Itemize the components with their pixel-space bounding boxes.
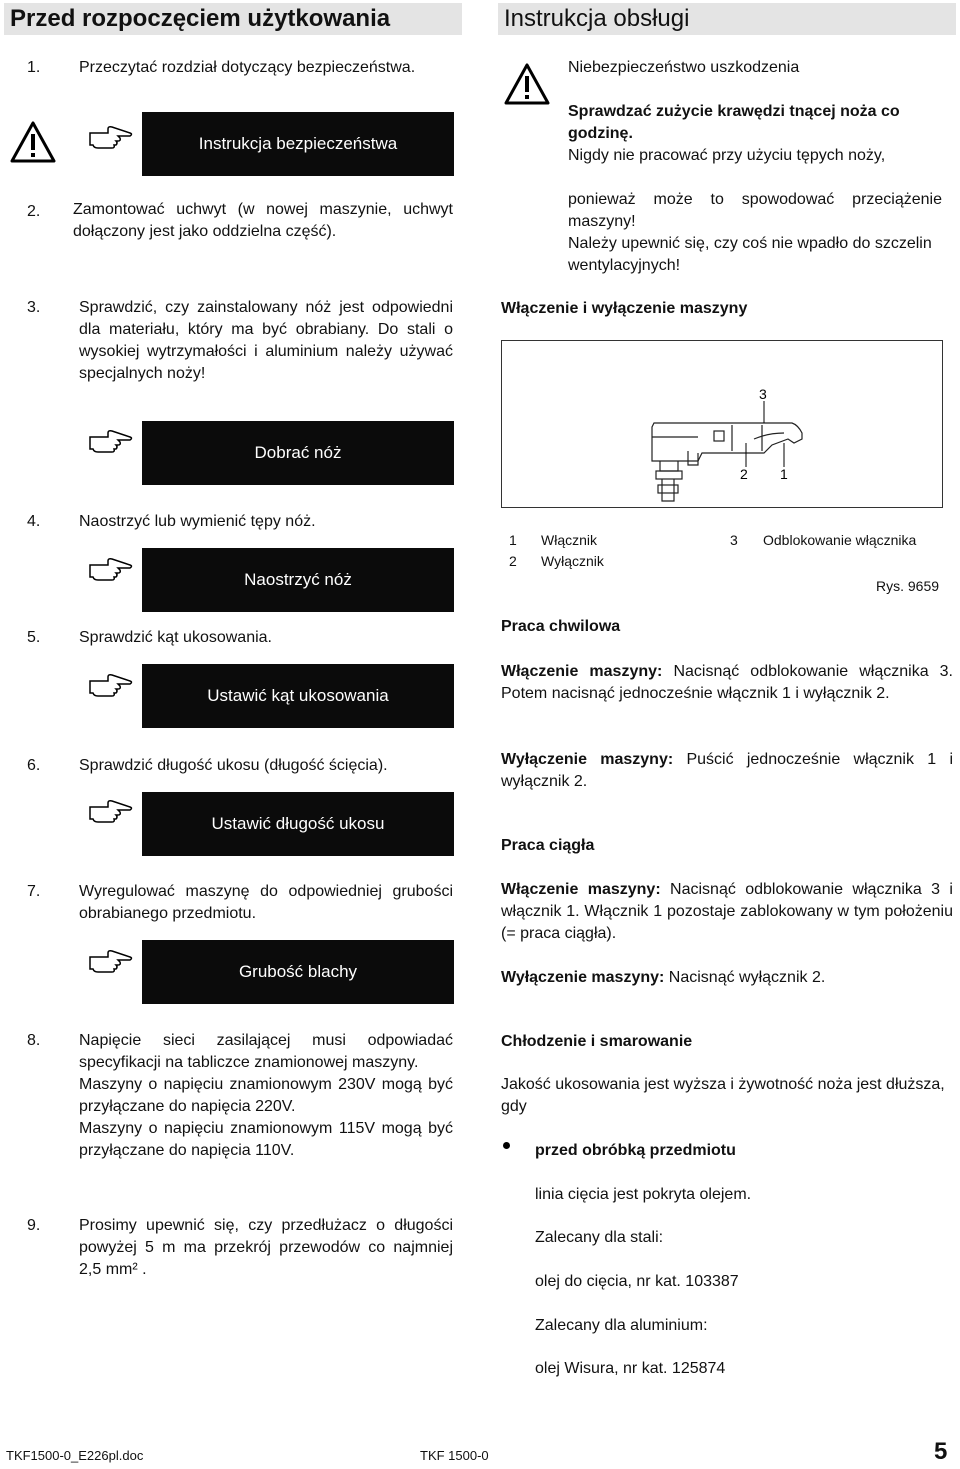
warning-line: Nigdy nie pracować przy użyciu tępych noży,	[568, 147, 886, 164]
figure-caption: Rys. 9659	[876, 578, 940, 594]
reference-box: Instrukcja bezpieczeństwa	[142, 112, 454, 176]
warning-heading: Niebezpieczeństwo uszkodzenia	[568, 59, 800, 76]
step-text: Zamontować uchwyt (w nowej maszynie, uchwyt dołączony jest jako oddzielna część).	[73, 201, 453, 240]
step-number: 1.	[27, 59, 41, 76]
footer-doc-name: TKF1500-0_E226pl.doc	[6, 1448, 144, 1463]
pointing-hand-icon	[88, 556, 134, 582]
continuous-on	[501, 879, 953, 945]
cooling-line: Zalecany dla aluminium:	[535, 1317, 708, 1334]
cooling-line: olej Wisura, nr kat. 125874	[535, 1360, 726, 1377]
cooling-line: olej do cięcia, nr kat. 103387	[535, 1273, 739, 1290]
step-number: 7.	[27, 883, 41, 900]
cooling-intro: Jakość ukosowania jest wyższa i żywotność noża jest dłuższa, gdy	[501, 1076, 945, 1115]
step-text: Napięcie sieci zasilającej musi odpowiadać specyfikacji na tabliczce znamionowej maszyny. Maszyny o napięciu znamionowym 230V mogą być przyłączane do napięcia 220V. Maszyny o napięciu znamionowym 115V mogą być przyłączane do napięcia 110V.	[79, 1032, 453, 1159]
on-text: Nacisnąć odblokowanie włącznika 3. Potem nacisnąć jednocześnie włącznik 1 i wyłącznik 2.	[501, 663, 953, 702]
step-number: 4.	[27, 513, 41, 530]
bullet-icon	[503, 1142, 510, 1149]
off-text: Nacisnąć wyłącznik 2.	[668, 969, 826, 986]
reference-box: Dobrać nóż	[142, 421, 454, 485]
warning-bold-line: Sprawdzać zużycie krawędzi tnącej noża co godzinę.	[568, 103, 900, 142]
footer-model: TKF 1500-0	[420, 1448, 489, 1463]
warning-line: Należy upewnić się, czy coś nie wpadło do szczelin wentylacyjnych!	[568, 235, 932, 274]
step-number: 3.	[27, 299, 41, 316]
warning-icon	[504, 62, 550, 106]
cooling-bullet: przed obróbką przedmiotu	[535, 1142, 736, 1159]
machine-drawing	[502, 341, 944, 509]
intermittent-off	[501, 749, 953, 793]
step-number: 5.	[27, 629, 41, 646]
step-text: Sprawdzić długość ukosu (długość ścięcia).	[79, 757, 388, 774]
warning-line: ponieważ może to spowodować przeciążenie maszyny!	[568, 191, 942, 230]
cooling-line: Zalecany dla stali:	[535, 1229, 664, 1246]
continuous-off	[501, 967, 953, 989]
off-label: Wyłączenie maszyny:	[501, 751, 674, 768]
continuous-heading: Praca ciągła	[501, 837, 595, 854]
step-number: 2.	[27, 203, 41, 220]
step-number: 6.	[27, 757, 41, 774]
pointing-hand-icon	[88, 672, 134, 698]
page-number: 5	[934, 1438, 948, 1465]
legend-label: Odblokowanie włącznika	[763, 532, 917, 548]
onoff-heading: Włączenie i wyłączenie maszyny	[501, 300, 748, 317]
callout-3: 3	[759, 386, 767, 402]
step-text: Sprawdzić kąt ukosowania.	[79, 629, 272, 646]
callout-2: 2	[740, 466, 748, 482]
step-number: 8.	[27, 1032, 41, 1049]
step-text: Wyregulować maszynę do odpowiedniej grubości obrabianego przedmiotu.	[79, 883, 453, 922]
off-text: Puścić jednocześnie włącznik 1 i wyłącznik 2.	[501, 751, 953, 790]
legend-number: 2	[509, 553, 517, 569]
cooling-heading: Chłodzenie i smarowanie	[501, 1033, 693, 1050]
callout-1: 1	[780, 466, 788, 482]
on-text: Nacisnąć odblokowanie włącznika 3 i włącznik 1. Włącznik 1 pozostaje zablokowany w tym położeniu (= praca ciągła).	[501, 881, 953, 942]
on-label: Włączenie maszyny:	[501, 881, 661, 898]
pointing-hand-icon	[88, 948, 134, 974]
step-text: Naostrzyć lub wymienić tępy nóż.	[79, 513, 316, 530]
legend-number: 1	[509, 532, 517, 548]
cooling-line: linia cięcia jest pokryta olejem.	[535, 1186, 752, 1203]
pointing-hand-icon	[88, 428, 134, 454]
legend-number: 3	[730, 532, 738, 548]
intermittent-on	[501, 661, 953, 705]
pointing-hand-icon	[88, 124, 134, 150]
legend-label: Włącznik	[541, 532, 598, 548]
step-text: Przeczytać rozdział dotyczący bezpieczeństwa.	[79, 59, 416, 76]
step-text: Prosimy upewnić się, czy przedłużacz o długości powyżej 5 m ma przekrój przewodów co najmniej 2,5 mm² .	[79, 1217, 453, 1278]
left-section-title: Przed rozpoczęciem użytkowania	[4, 3, 462, 35]
legend-label: Wyłącznik	[541, 553, 604, 569]
pointing-hand-icon	[88, 798, 134, 824]
right-section-title: Instrukcja obsługi	[498, 3, 956, 35]
step-text: Sprawdzić, czy zainstalowany nóż jest odpowiedni dla materiału, który ma być obrabiany. Do stali o wysokiej wytrzymałości i aluminium należy używać specjalnych noży!	[79, 299, 453, 382]
reference-box: Naostrzyć nóż	[142, 548, 454, 612]
on-label: Włączenie maszyny:	[501, 663, 663, 680]
reference-box: Grubość blachy	[142, 940, 454, 1004]
step-number: 9.	[27, 1217, 41, 1234]
reference-box: Ustawić kąt ukosowania	[142, 664, 454, 728]
intermittent-heading: Praca chwilowa	[501, 618, 621, 635]
machine-figure	[501, 340, 943, 508]
reference-box: Ustawić długość ukosu	[142, 792, 454, 856]
off-label: Wyłączenie maszyny:	[501, 969, 665, 986]
warning-icon	[10, 120, 56, 164]
